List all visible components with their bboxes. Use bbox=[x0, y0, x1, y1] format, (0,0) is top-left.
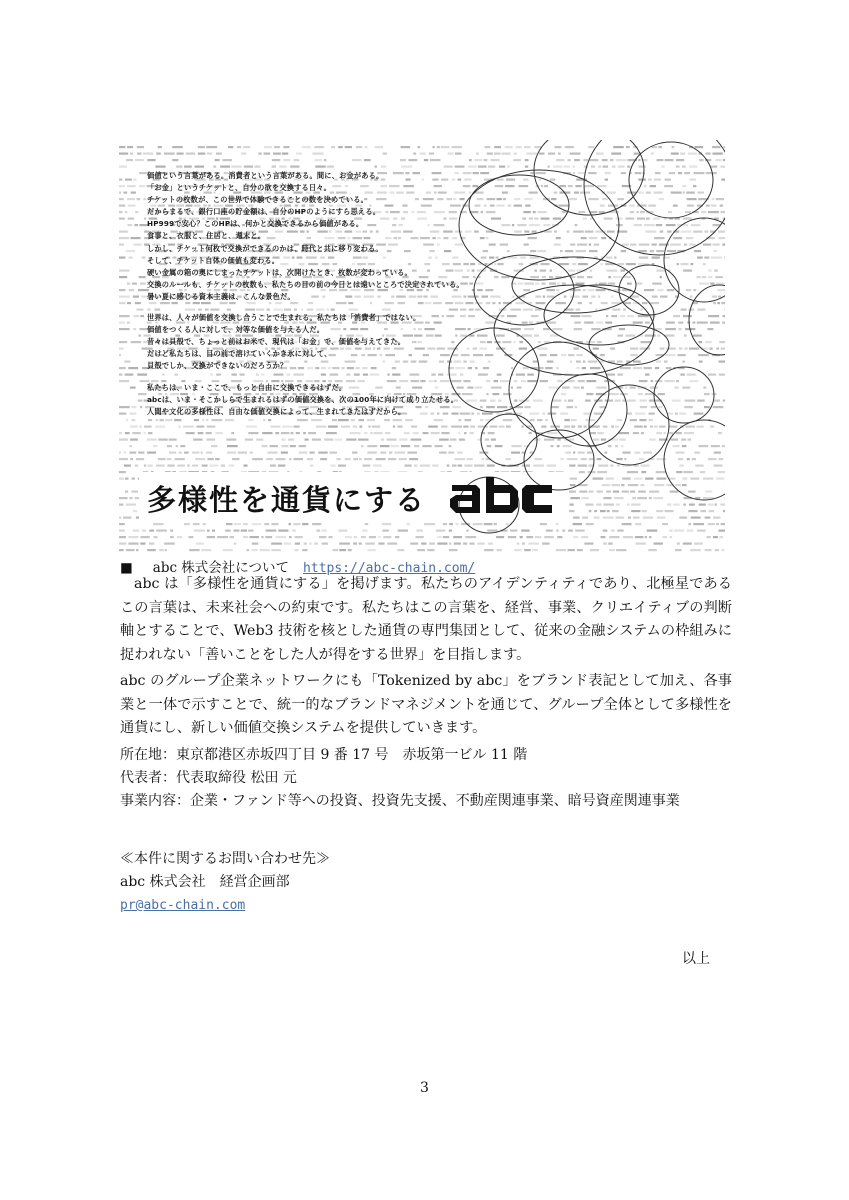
manifesto-line: 価値という言葉がある。消費者という言葉がある。間に、お金がある。 bbox=[147, 171, 384, 180]
about-paragraph-1: abc は「多様性を通貨にする」を掲げます。私たちのアイデンティティであり、北極星であるこの言葉は、未来社会への約束です。私たちはこの言葉を、経営、事業、クリエイティブの判断軸とすることで、Web3 技術を核とした通貨の専門集団として、従来の金融システムの枠組みに捉われない「善いことをした人が得をする世界」を目指します。 bbox=[120, 576, 732, 663]
manifesto-line: HP999で安心？このHPは、何かと交換できるから価値がある。 bbox=[147, 219, 364, 229]
manifesto-line: 人間や文化の多様性は、自由な価値交換によって、生まれてきたはずだから。 bbox=[147, 406, 406, 416]
company-business: 事業内容：企業・ファンド等への投資、投資先支援、不動産関連事業、暗号資産関連事業 bbox=[120, 793, 680, 809]
manifesto-line: そして、チケット自体の価値も変わる。 bbox=[147, 255, 280, 265]
closing-remark: 以上 bbox=[682, 951, 710, 967]
about-paragraph-2: abc のグループ企業ネットワークにも「Tokenized by abc」をブランド表記として加え、各事業と一体で示すことで、統一的なブランドマネジメントを通じて、グループ全体として多様性を通貨にし、新しい価値交換システムを提供していきます。 bbox=[120, 673, 732, 736]
page-number: 3 bbox=[420, 1080, 429, 1096]
manifesto-line: だからまるで、銀行口座の貯金額は、自分のHPのようにすら思える。 bbox=[147, 207, 381, 217]
about-heading: abc 株式会社について bbox=[152, 560, 290, 576]
manifesto-line: 価値をつくる人に対して、対等な価値を与える人だ。 bbox=[147, 325, 325, 335]
company-info bbox=[120, 744, 680, 813]
bullet-square: ■ bbox=[120, 560, 133, 576]
abc-logo bbox=[448, 475, 556, 517]
manifesto-line: 暑い夏に感じる資本主義は、こんな景色だ。 bbox=[147, 291, 295, 301]
manifesto-line: 私たちは、いま・ここで、もっと自由に交換できるはずだ。 bbox=[147, 382, 347, 392]
manifesto-line: チケットの枚数が、この世界で体験できることの数を決めている。 bbox=[147, 195, 368, 205]
manifesto-line: 貝殻でしか、交換ができないのだろうか？ bbox=[147, 361, 288, 371]
contact-department: abc 株式会社 経営企画部 bbox=[120, 874, 290, 890]
manifesto-line: しかし、チケット何枚で交換ができるのかは、時代と共に移り変わる。 bbox=[147, 243, 383, 253]
contact-block bbox=[120, 848, 330, 917]
company-url-link[interactable]: https://abc-chain.com/ bbox=[303, 561, 476, 576]
manifesto-line: だけど私たちは、目の前で溶けていくかき氷に対して、 bbox=[147, 349, 332, 359]
tagline: 多様性を通貨にする bbox=[147, 483, 427, 517]
manifesto-line: 食事と、衣服と、住居と、週末と。 bbox=[147, 231, 266, 241]
contact-title: ≪本件に関するお問い合わせ先≫ bbox=[120, 851, 330, 867]
manifesto-line: abcは、いま・そこかしらで生まれるはずの価値交換を、次の100年に向けて成り立たせる。 bbox=[147, 394, 459, 404]
manifesto-line: 交換のルールも、チケットの枚数も、私たちの目の前の今日とは遠いところで決定されている。 bbox=[147, 279, 464, 289]
contact-email-link[interactable]: pr@abc-chain.com bbox=[120, 898, 246, 913]
manifesto-line: 世界は、人々が価値を交換し合うことで生まれる。私たちは「消費者」ではない。 bbox=[147, 313, 421, 323]
manifesto-line: 硬い金属の箱の奥にしまったチケットは、次開けたとき、枚数が変わっている。 bbox=[147, 267, 412, 277]
company-address: 所在地：東京都港区赤坂四丁目 9 番 17 号 赤坂第一ビル 11 階 bbox=[120, 747, 528, 763]
manifesto-line: 昔々は貝殻で、ちょっと前はお米で、現代は「お金」で、価値を与えてきた。 bbox=[147, 337, 406, 347]
company-representative: 代表者：代表取締役 松田 元 bbox=[120, 770, 297, 786]
manifesto-line: 「お金」というチケットと、自分の欲を交換する日々。 bbox=[147, 183, 332, 193]
hero-banner bbox=[119, 140, 725, 555]
